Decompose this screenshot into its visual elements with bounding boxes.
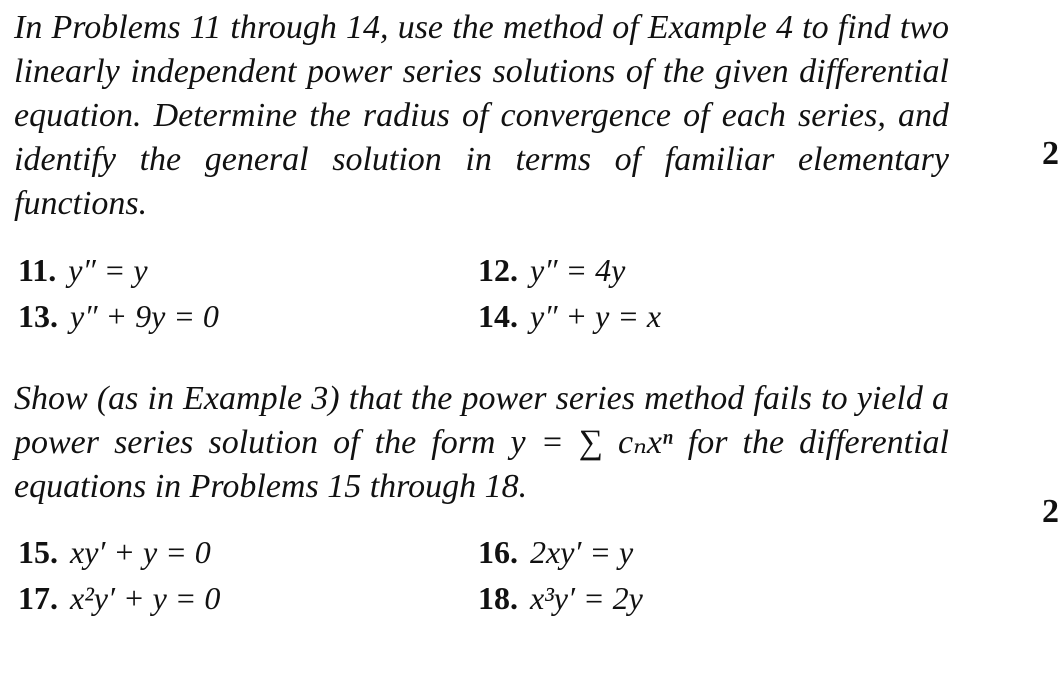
problem-number: 13.: [18, 298, 58, 334]
cropped-edge-mark: 2: [1042, 493, 1059, 530]
problem-number: 16.: [478, 534, 518, 570]
problem-equation: x³y′ = 2y: [530, 580, 643, 616]
problem-14: [478, 296, 661, 336]
problem-equation: 2xy′ = y: [530, 534, 634, 570]
instructions-problems-11-14: In Problems 11 through 14, use the method of Example 4 to find two linearly independent power series solutions of the given differential equation. Determine the radius of convergence of each series, and identify the general solution in terms of familiar elementary functions.: [14, 9, 949, 222]
problem-number: 14.: [478, 298, 518, 334]
problem-18: [478, 578, 643, 618]
instructions-problems-15-18: Show (as in Example 3) that the power series method fails to yield a power series solution of the form y = ∑ cₙxⁿ for the differential equations in Problems 15 through 18.: [14, 380, 949, 505]
problem-number: 15.: [18, 534, 58, 570]
problem-equation: x²y′ + y = 0: [70, 580, 221, 616]
problem-number: 11.: [18, 252, 57, 288]
problem-13: [18, 296, 219, 336]
problem-number: 12.: [478, 252, 518, 288]
problem-equation: xy′ + y = 0: [70, 534, 211, 570]
problem-equation: y″ + 9y = 0: [70, 298, 219, 334]
problem-number: 17.: [18, 580, 58, 616]
problem-equation: y″ + y = x: [530, 298, 662, 334]
problem-15: [18, 532, 211, 572]
problem-number: 18.: [478, 580, 518, 616]
problem-16: [478, 532, 633, 572]
problem-17: [18, 578, 220, 618]
problem-11: [18, 250, 148, 290]
problem-equation: y″ = 4y: [530, 252, 626, 288]
problem-equation: y″ = y: [68, 252, 148, 288]
cropped-edge-mark: 2: [1042, 135, 1059, 172]
problem-12: [478, 250, 625, 290]
